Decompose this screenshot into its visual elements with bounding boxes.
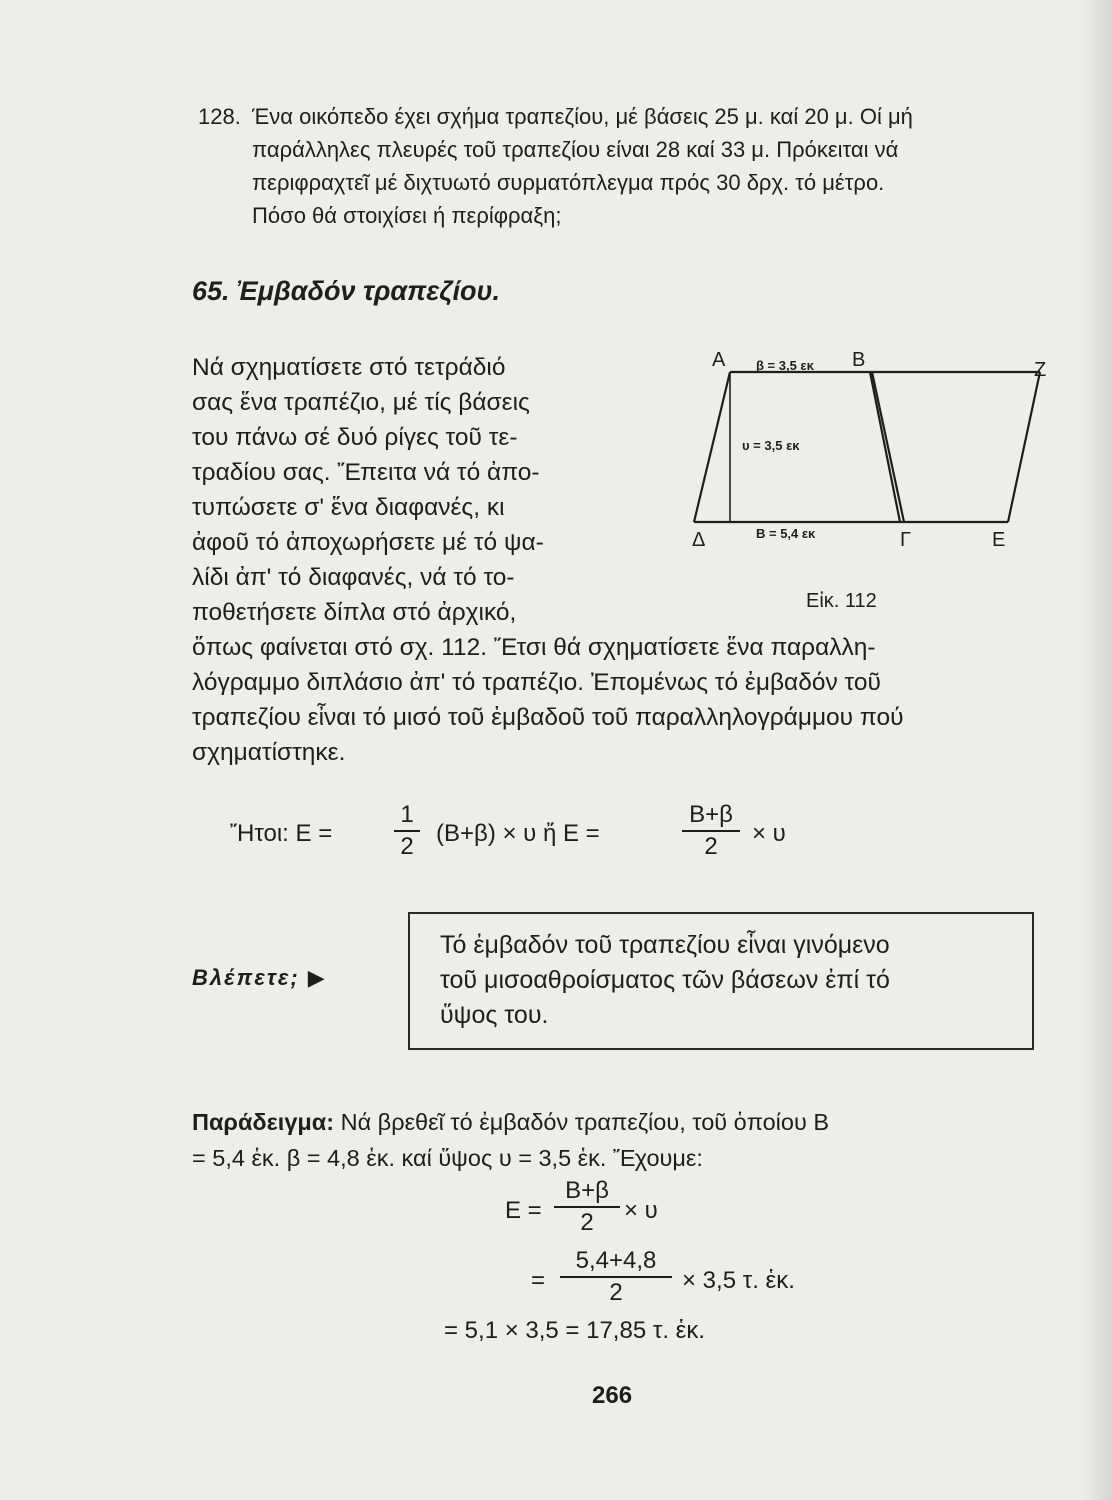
fraction-numerator: 1: [394, 800, 420, 832]
rule-line: τοῦ μισοαθροίσματος τῶν βάσεων ἐπί τό: [440, 966, 890, 994]
calc1-right: × υ: [624, 1197, 658, 1224]
intro-line: ἀφοῦ τό ἀποχωρήσετε μέ τό ψα-: [192, 529, 544, 556]
exercise-line: περιφραχτεῖ μέ διχτυωτό συρματόπλεγμα πρός 30 δρχ. τό μέτρο.: [252, 170, 885, 195]
rule-text: [440, 928, 1020, 1033]
split-line-2: [872, 372, 904, 522]
intro-paragraph: [192, 350, 632, 630]
vertex-a-label: Α: [712, 349, 726, 371]
area-formula: [230, 800, 870, 870]
top-base-label: β = 3,5 εκ: [756, 358, 814, 373]
left-leg: [694, 372, 730, 522]
fraction-numerator: Β+β: [682, 800, 740, 832]
explanation-line: σχηματίστηκε.: [192, 739, 346, 766]
example-line: = 5,4 ἑκ. β = 4,8 ἑκ. καί ὕψος υ = 3,5 ἑκ. Ἔχουμε:: [192, 1145, 703, 1171]
vertex-b-label: Β: [852, 349, 866, 371]
vertex-e-label: Ε: [992, 529, 1006, 551]
explanation-paragraph: [192, 630, 1052, 770]
fraction-denominator: 2: [580, 1209, 594, 1236]
calc1-fraction: [554, 1176, 620, 1238]
intro-line: Νά σχηματίσετε στό τετράδιό: [192, 354, 506, 381]
fraction-denominator: 2: [400, 833, 414, 860]
exercise-line: παράλληλες πλευρές τοῦ τραπεζίου είναι 28 καί 33 μ. Πρόκειται νά: [252, 137, 899, 162]
intro-line: τραδίου σας. Ἔπειτα νά τό ἀπο-: [192, 459, 540, 486]
intro-line: ποθετήσετε δίπλα στό ἀρχικό,: [192, 599, 517, 626]
formula-middle: (Β+β) × υ ἤ Ε =: [436, 820, 600, 847]
formula-fraction-half: [394, 800, 420, 862]
explanation-line: τραπεζίου εἶναι τό μισό τοῦ ἐμβαδοῦ τοῦ παραλληλογράμμου πού: [192, 704, 904, 731]
fraction-denominator: 2: [704, 833, 718, 860]
example-line: [192, 1104, 1052, 1140]
fraction-denominator: 2: [609, 1279, 623, 1306]
figure-caption: Εἰκ. 112: [806, 590, 877, 612]
exercise-128: [198, 100, 1048, 232]
vertex-g-label: Γ: [900, 529, 912, 551]
vertex-z-label: Ζ: [1034, 359, 1047, 381]
vertex-d-label: Δ: [692, 529, 706, 551]
intro-line: λίδι ἀπ' τό διαφανές, νά τό το-: [192, 564, 515, 591]
formula-fraction-bases: [682, 800, 740, 862]
rule-line: ὕψος του.: [440, 1001, 549, 1029]
page-number: 266: [592, 1382, 633, 1409]
height-label: υ = 3,5 εκ: [742, 438, 800, 453]
intro-line: τυπώσετε σ' ἕνα διαφανές, κι: [192, 494, 505, 521]
see-label: Βλέπετε; ▶: [192, 965, 327, 990]
formula-suffix: × υ: [752, 820, 786, 847]
trapezoid-diagram: [690, 340, 1060, 590]
calc2-right: × 3,5 τ. ἑκ.: [682, 1267, 795, 1294]
calc3: = 5,1 × 3,5 = 17,85 τ. ἑκ.: [444, 1317, 706, 1344]
explanation-line: ὅπως φαίνεται στό σχ. 112. Ἔτσι θά σχηματίσετε ἕνα παραλλη-: [192, 634, 876, 661]
exercise-number: 128.: [198, 104, 241, 129]
calc2-fraction: [560, 1246, 672, 1308]
example-lead: Παράδειγμα:: [192, 1109, 335, 1135]
example-text: Νά βρεθεῖ τό ἐμβαδόν τραπεζίου, τοῦ ὁποίου Β: [334, 1109, 830, 1135]
explanation-line: λόγραμμο διπλάσιο ἀπ' τό τραπέζιο. Ἐπομένως τό ἐμβαδόν τοῦ: [192, 669, 881, 696]
formula-prefix: Ἤτοι: Ε =: [230, 820, 333, 847]
right-leg: [1008, 372, 1040, 522]
fraction-numerator: 5,4+4,8: [560, 1246, 672, 1278]
exercise-line: Ένα οικόπεδο έχει σχήμα τραπεζίου, μέ βάσεις 25 μ. καί 20 μ. Οί μή: [252, 104, 913, 129]
intro-line: σας ἕνα τραπέζιο, μέ τίς βάσεις: [192, 389, 530, 416]
bottom-base-label: Β = 5,4 εκ: [756, 526, 816, 541]
fraction-numerator: Β+β: [554, 1176, 620, 1208]
calc2-left: =: [531, 1267, 546, 1294]
trapezoid-figure: [690, 340, 1060, 620]
example-paragraph: [192, 1104, 1052, 1176]
page-binding-shadow: [1082, 0, 1112, 1500]
exercise-line: Πόσο θά στοιχίσει ή περίφραξη;: [252, 203, 562, 228]
calc1-left: Ε =: [505, 1197, 542, 1224]
split-line: [870, 372, 900, 522]
intro-line: του πάνω σέ δυό ρίγες τοῦ τε-: [192, 424, 518, 451]
rule-line: Τό ἐμβαδόν τοῦ τραπεζίου εἶναι γινόμενο: [440, 931, 890, 959]
section-title: 65. Ἐμβαδόν τραπεζίου.: [192, 276, 500, 306]
